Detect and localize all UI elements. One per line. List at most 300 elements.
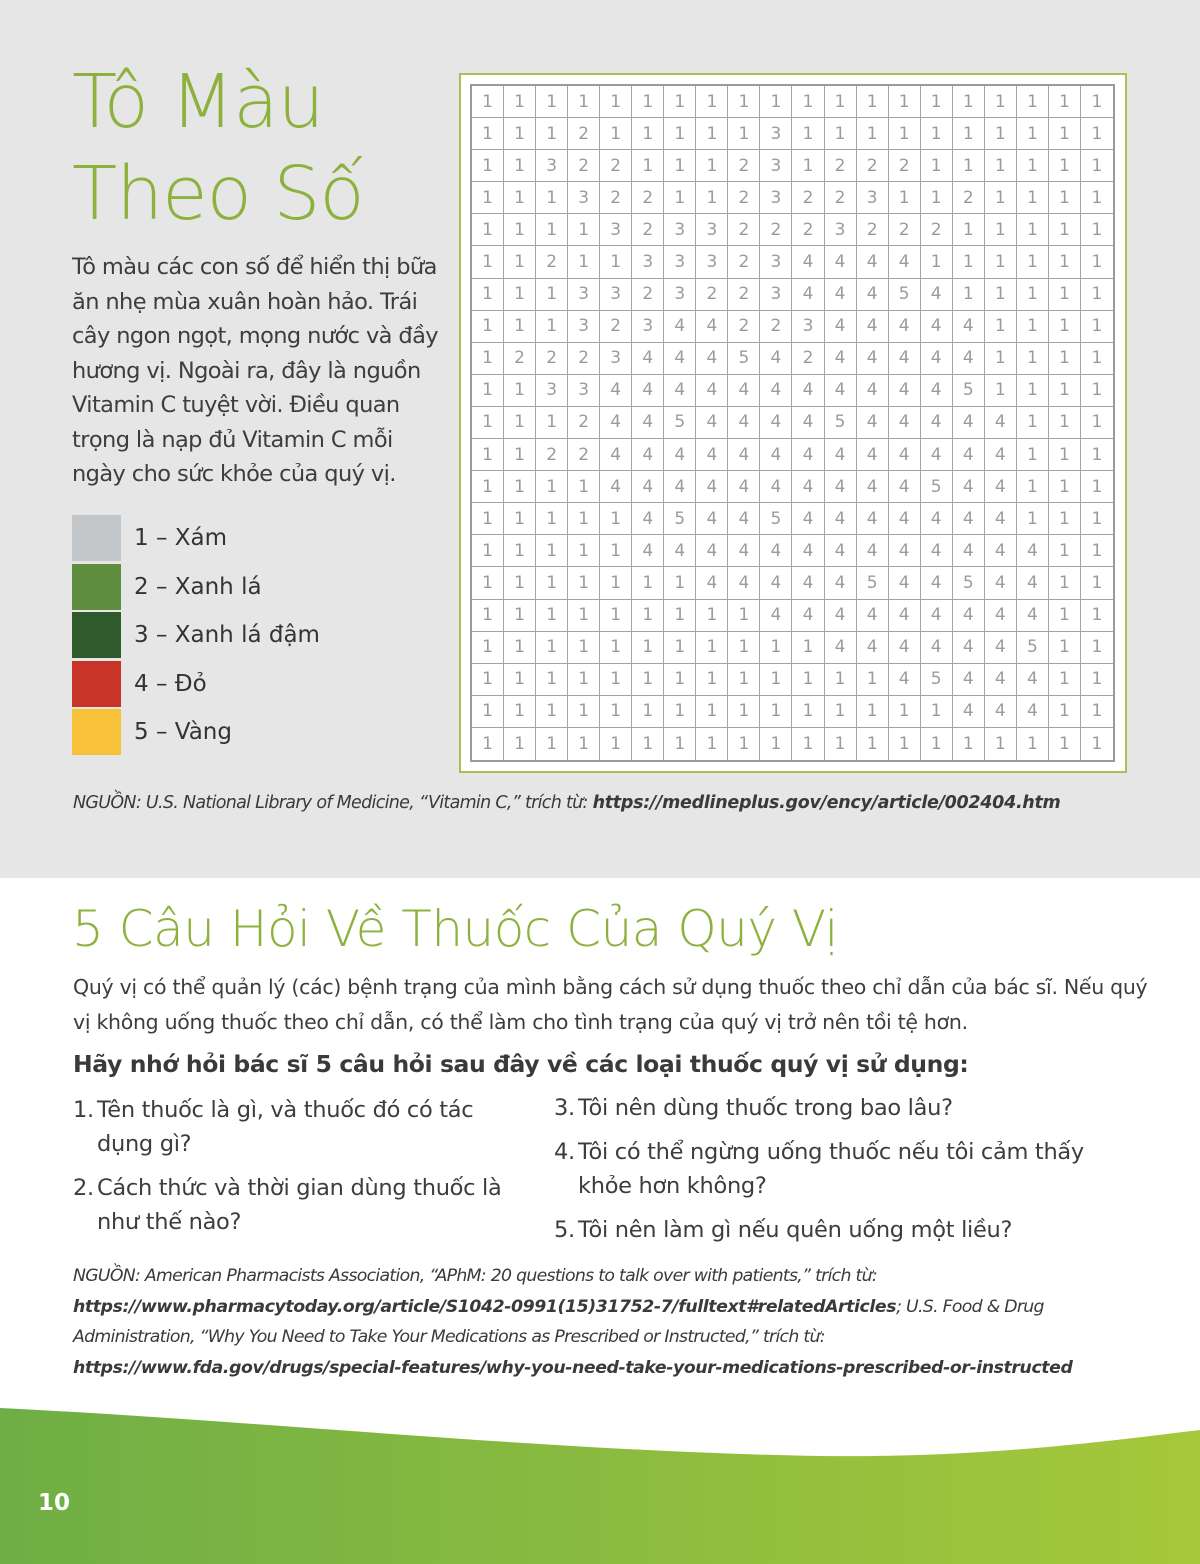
grid-cell[interactable]: 4	[760, 375, 792, 407]
grid-cell[interactable]: 1	[472, 86, 504, 118]
grid-cell[interactable]: 4	[921, 600, 953, 632]
grid-cell[interactable]: 3	[536, 375, 568, 407]
grid-cell[interactable]: 1	[504, 311, 536, 343]
grid-cell[interactable]: 1	[632, 664, 664, 696]
grid-cell[interactable]: 1	[600, 503, 632, 535]
grid-cell[interactable]: 1	[664, 696, 696, 728]
grid-cell[interactable]: 4	[889, 503, 921, 535]
grid-cell[interactable]: 1	[857, 664, 889, 696]
grid-cell[interactable]: 4	[953, 503, 985, 535]
grid-cell[interactable]: 1	[504, 214, 536, 246]
grid-cell[interactable]: 1	[600, 567, 632, 599]
grid-cell[interactable]: 2	[728, 150, 760, 182]
grid-cell[interactable]: 4	[857, 535, 889, 567]
grid-cell[interactable]: 1	[600, 86, 632, 118]
grid-cell[interactable]: 4	[953, 311, 985, 343]
coloring-source-link[interactable]: https://medlineplus.gov/ency/article/002404.htm	[592, 793, 1061, 813]
grid-cell[interactable]: 1	[1049, 246, 1081, 278]
grid-cell[interactable]: 4	[760, 600, 792, 632]
grid-cell[interactable]: 1	[1017, 246, 1049, 278]
grid-cell[interactable]: 1	[728, 696, 760, 728]
grid-cell[interactable]: 1	[728, 600, 760, 632]
grid-cell[interactable]: 1	[632, 600, 664, 632]
grid-cell[interactable]: 4	[953, 343, 985, 375]
grid-cell[interactable]: 1	[1049, 728, 1081, 760]
grid-cell[interactable]: 4	[857, 343, 889, 375]
questions-source-link2[interactable]: https://www.fda.gov/drugs/special-features/why-you-need-take-your-medications-prescribed-or-instructed	[73, 1357, 1073, 1378]
grid-cell[interactable]: 1	[568, 535, 600, 567]
grid-cell[interactable]: 4	[825, 503, 857, 535]
grid-cell[interactable]: 4	[760, 471, 792, 503]
grid-cell[interactable]: 3	[632, 246, 664, 278]
grid-cell[interactable]: 1	[696, 600, 728, 632]
grid-cell[interactable]: 4	[985, 600, 1017, 632]
grid-cell[interactable]: 1	[504, 728, 536, 760]
grid-cell[interactable]: 1	[857, 86, 889, 118]
grid-cell[interactable]: 1	[536, 664, 568, 696]
grid-cell[interactable]: 1	[536, 311, 568, 343]
grid-cell[interactable]: 1	[1049, 182, 1081, 214]
grid-cell[interactable]: 4	[889, 246, 921, 278]
grid-cell[interactable]: 4	[921, 311, 953, 343]
grid-cell[interactable]: 3	[568, 182, 600, 214]
grid-cell[interactable]: 2	[889, 150, 921, 182]
grid-cell[interactable]: 1	[472, 439, 504, 471]
grid-cell[interactable]: 1	[600, 535, 632, 567]
grid-cell[interactable]: 1	[985, 343, 1017, 375]
grid-cell[interactable]: 1	[921, 118, 953, 150]
grid-cell[interactable]: 4	[857, 375, 889, 407]
grid-cell[interactable]: 1	[792, 86, 824, 118]
grid-cell[interactable]: 1	[1049, 535, 1081, 567]
grid-cell[interactable]: 4	[857, 439, 889, 471]
grid-cell[interactable]: 2	[792, 343, 824, 375]
grid-cell[interactable]: 1	[1049, 632, 1081, 664]
grid-cell[interactable]: 1	[504, 664, 536, 696]
grid-cell[interactable]: 4	[889, 664, 921, 696]
grid-cell[interactable]: 1	[632, 632, 664, 664]
grid-cell[interactable]: 1	[1049, 118, 1081, 150]
grid-cell[interactable]: 1	[472, 728, 504, 760]
grid-cell[interactable]: 4	[953, 471, 985, 503]
grid-cell[interactable]: 1	[953, 86, 985, 118]
grid-cell[interactable]: 1	[985, 182, 1017, 214]
grid-cell[interactable]: 4	[857, 600, 889, 632]
grid-cell[interactable]: 4	[985, 664, 1017, 696]
grid-cell[interactable]: 1	[1017, 150, 1049, 182]
grid-cell[interactable]: 1	[600, 600, 632, 632]
grid-cell[interactable]: 4	[825, 279, 857, 311]
grid-cell[interactable]: 2	[728, 311, 760, 343]
grid-cell[interactable]: 1	[696, 150, 728, 182]
grid-cell[interactable]: 4	[632, 471, 664, 503]
grid-cell[interactable]: 4	[632, 407, 664, 439]
grid-cell[interactable]: 1	[728, 118, 760, 150]
grid-cell[interactable]: 1	[953, 279, 985, 311]
grid-cell[interactable]: 1	[728, 86, 760, 118]
grid-cell[interactable]: 1	[1049, 439, 1081, 471]
grid-cell[interactable]: 1	[1081, 664, 1113, 696]
grid-cell[interactable]: 1	[696, 728, 728, 760]
grid-cell[interactable]: 2	[568, 439, 600, 471]
grid-cell[interactable]: 1	[1081, 279, 1113, 311]
grid-cell[interactable]: 4	[889, 375, 921, 407]
grid-cell[interactable]: 1	[632, 728, 664, 760]
grid-cell[interactable]: 1	[1081, 182, 1113, 214]
grid-cell[interactable]: 1	[1081, 86, 1113, 118]
grid-cell[interactable]: 2	[921, 214, 953, 246]
grid-cell[interactable]: 4	[825, 246, 857, 278]
grid-cell[interactable]: 1	[504, 600, 536, 632]
grid-cell[interactable]: 4	[921, 503, 953, 535]
grid-cell[interactable]: 2	[536, 439, 568, 471]
grid-cell[interactable]: 4	[1017, 696, 1049, 728]
grid-cell[interactable]: 4	[632, 503, 664, 535]
grid-cell[interactable]: 1	[921, 86, 953, 118]
grid-cell[interactable]: 5	[921, 471, 953, 503]
grid-cell[interactable]: 1	[536, 118, 568, 150]
grid-cell[interactable]: 1	[664, 182, 696, 214]
grid-cell[interactable]: 1	[472, 279, 504, 311]
grid-cell[interactable]: 4	[664, 311, 696, 343]
grid-cell[interactable]: 4	[825, 471, 857, 503]
grid-cell[interactable]: 4	[696, 535, 728, 567]
grid-cell[interactable]: 1	[472, 503, 504, 535]
grid-cell[interactable]: 1	[504, 279, 536, 311]
grid-cell[interactable]: 1	[568, 471, 600, 503]
grid-cell[interactable]: 4	[985, 407, 1017, 439]
grid-cell[interactable]: 1	[472, 407, 504, 439]
grid-cell[interactable]: 1	[696, 664, 728, 696]
grid-cell[interactable]: 1	[728, 664, 760, 696]
grid-cell[interactable]: 2	[600, 150, 632, 182]
grid-cell[interactable]: 1	[985, 86, 1017, 118]
grid-cell[interactable]: 1	[504, 696, 536, 728]
grid-cell[interactable]: 4	[953, 696, 985, 728]
grid-cell[interactable]: 1	[953, 728, 985, 760]
grid-cell[interactable]: 1	[536, 503, 568, 535]
grid-cell[interactable]: 4	[857, 311, 889, 343]
grid-cell[interactable]: 2	[696, 279, 728, 311]
grid-cell[interactable]: 3	[857, 182, 889, 214]
grid-cell[interactable]: 3	[568, 279, 600, 311]
grid-cell[interactable]: 1	[504, 182, 536, 214]
grid-cell[interactable]: 2	[568, 343, 600, 375]
grid-cell[interactable]: 1	[1017, 375, 1049, 407]
grid-cell[interactable]: 4	[1017, 567, 1049, 599]
grid-cell[interactable]: 1	[536, 600, 568, 632]
grid-cell[interactable]: 1	[1081, 311, 1113, 343]
grid-cell[interactable]: 1	[600, 246, 632, 278]
grid-cell[interactable]: 1	[921, 182, 953, 214]
grid-cell[interactable]: 1	[632, 86, 664, 118]
grid-cell[interactable]: 1	[985, 118, 1017, 150]
grid-cell[interactable]: 1	[985, 375, 1017, 407]
grid-cell[interactable]: 4	[696, 567, 728, 599]
grid-cell[interactable]: 2	[600, 311, 632, 343]
grid-cell[interactable]: 3	[760, 279, 792, 311]
grid-cell[interactable]: 1	[600, 728, 632, 760]
grid-cell[interactable]: 1	[1081, 696, 1113, 728]
grid-cell[interactable]: 4	[792, 246, 824, 278]
grid-cell[interactable]: 4	[728, 567, 760, 599]
grid-cell[interactable]: 1	[792, 728, 824, 760]
grid-cell[interactable]: 1	[472, 182, 504, 214]
grid-cell[interactable]: 1	[1017, 343, 1049, 375]
grid-cell[interactable]: 1	[760, 632, 792, 664]
grid-cell[interactable]: 2	[568, 118, 600, 150]
grid-cell[interactable]: 4	[728, 535, 760, 567]
grid-cell[interactable]: 2	[632, 182, 664, 214]
grid-cell[interactable]: 2	[600, 182, 632, 214]
grid-cell[interactable]: 4	[664, 535, 696, 567]
grid-cell[interactable]: 1	[1049, 150, 1081, 182]
grid-cell[interactable]: 4	[760, 439, 792, 471]
grid-cell[interactable]: 1	[536, 182, 568, 214]
grid-cell[interactable]: 1	[1017, 439, 1049, 471]
grid-cell[interactable]: 1	[728, 632, 760, 664]
grid-cell[interactable]: 4	[792, 279, 824, 311]
grid-cell[interactable]: 4	[857, 632, 889, 664]
grid-cell[interactable]: 1	[1017, 407, 1049, 439]
grid-cell[interactable]: 2	[953, 182, 985, 214]
grid-cell[interactable]: 1	[760, 728, 792, 760]
grid-cell[interactable]: 1	[857, 118, 889, 150]
grid-cell[interactable]: 2	[536, 246, 568, 278]
grid-cell[interactable]: 1	[760, 664, 792, 696]
grid-cell[interactable]: 4	[696, 311, 728, 343]
grid-cell[interactable]: 4	[985, 471, 1017, 503]
grid-cell[interactable]: 1	[504, 86, 536, 118]
grid-cell[interactable]: 1	[760, 86, 792, 118]
grid-cell[interactable]: 1	[600, 118, 632, 150]
grid-cell[interactable]: 4	[1017, 664, 1049, 696]
grid-cell[interactable]: 1	[664, 118, 696, 150]
grid-cell[interactable]: 1	[504, 471, 536, 503]
grid-cell[interactable]: 2	[825, 150, 857, 182]
grid-cell[interactable]: 5	[953, 375, 985, 407]
grid-cell[interactable]: 1	[825, 728, 857, 760]
grid-cell[interactable]: 4	[792, 375, 824, 407]
grid-cell[interactable]: 1	[1081, 600, 1113, 632]
grid-cell[interactable]: 1	[985, 150, 1017, 182]
grid-cell[interactable]: 4	[825, 439, 857, 471]
grid-cell[interactable]: 3	[664, 279, 696, 311]
grid-cell[interactable]: 1	[1081, 343, 1113, 375]
grid-cell[interactable]: 1	[504, 375, 536, 407]
grid-cell[interactable]: 1	[1081, 246, 1113, 278]
grid-cell[interactable]: 1	[504, 567, 536, 599]
grid-cell[interactable]: 1	[1017, 503, 1049, 535]
grid-cell[interactable]: 3	[760, 118, 792, 150]
grid-cell[interactable]: 1	[504, 632, 536, 664]
grid-cell[interactable]: 1	[889, 118, 921, 150]
grid-cell[interactable]: 5	[857, 567, 889, 599]
grid-cell[interactable]: 1	[536, 86, 568, 118]
grid-cell[interactable]: 5	[728, 343, 760, 375]
grid-cell[interactable]: 1	[1049, 503, 1081, 535]
grid-cell[interactable]: 4	[857, 246, 889, 278]
grid-cell[interactable]: 1	[1091, 733, 1103, 754]
grid-cell[interactable]: 2	[857, 150, 889, 182]
grid-cell[interactable]: 1	[1017, 86, 1049, 118]
grid-cell[interactable]: 3	[760, 150, 792, 182]
grid-cell[interactable]: 1	[472, 214, 504, 246]
grid-cell[interactable]: 1	[1017, 471, 1049, 503]
grid-cell[interactable]: 4	[985, 632, 1017, 664]
grid-cell[interactable]: 1	[632, 118, 664, 150]
grid-cell[interactable]: 1	[536, 696, 568, 728]
grid-cell[interactable]: 4	[921, 279, 953, 311]
grid-cell[interactable]: 1	[1049, 214, 1081, 246]
grid-cell[interactable]: 4	[696, 503, 728, 535]
grid-cell[interactable]: 1	[568, 696, 600, 728]
grid-cell[interactable]: 1	[472, 246, 504, 278]
grid-cell[interactable]: 1	[568, 600, 600, 632]
grid-cell[interactable]: 5	[825, 407, 857, 439]
grid-cell[interactable]: 4	[632, 439, 664, 471]
grid-cell[interactable]: 1	[504, 246, 536, 278]
grid-cell[interactable]: 2	[632, 279, 664, 311]
grid-cell[interactable]: 4	[792, 503, 824, 535]
grid-cell[interactable]: 4	[1017, 600, 1049, 632]
grid-cell[interactable]: 1	[953, 118, 985, 150]
grid-cell[interactable]: 4	[792, 471, 824, 503]
grid-cell[interactable]: 1	[1017, 214, 1049, 246]
grid-cell[interactable]: 4	[1017, 535, 1049, 567]
grid-cell[interactable]: 1	[1049, 311, 1081, 343]
grid-cell[interactable]: 4	[889, 567, 921, 599]
grid-cell[interactable]: 4	[825, 343, 857, 375]
grid-cell[interactable]: 1	[1049, 696, 1081, 728]
grid-cell[interactable]: 5	[1017, 632, 1049, 664]
grid-cell[interactable]: 1	[536, 407, 568, 439]
grid-cell[interactable]: 4	[889, 439, 921, 471]
grid-cell[interactable]: 1	[536, 535, 568, 567]
grid-cell[interactable]: 1	[953, 214, 985, 246]
grid-cell[interactable]: 4	[792, 439, 824, 471]
grid-cell[interactable]: 5	[664, 503, 696, 535]
grid-cell[interactable]: 1	[632, 696, 664, 728]
grid-cell[interactable]: 1	[792, 150, 824, 182]
grid-cell[interactable]: 1	[600, 632, 632, 664]
grid-cell[interactable]: 1	[472, 567, 504, 599]
grid-cell[interactable]: 3	[568, 375, 600, 407]
grid-cell[interactable]: 3	[600, 214, 632, 246]
grid-cell[interactable]: 1	[696, 182, 728, 214]
grid-cell[interactable]: 1	[568, 214, 600, 246]
grid-cell[interactable]: 2	[825, 182, 857, 214]
grid-cell[interactable]: 5	[664, 407, 696, 439]
grid-cell[interactable]: 4	[696, 375, 728, 407]
grid-cell[interactable]: 3	[600, 343, 632, 375]
grid-cell[interactable]: 1	[985, 214, 1017, 246]
grid-cell[interactable]: 4	[728, 439, 760, 471]
grid-cell[interactable]: 4	[889, 343, 921, 375]
grid-cell[interactable]: 1	[696, 118, 728, 150]
grid-cell[interactable]: 4	[792, 535, 824, 567]
grid-cell[interactable]: 1	[1081, 150, 1113, 182]
grid-cell[interactable]: 4	[825, 632, 857, 664]
grid-cell[interactable]: 2	[504, 343, 536, 375]
grid-cell[interactable]: 4	[664, 375, 696, 407]
grid-cell[interactable]: 1	[472, 664, 504, 696]
grid-cell[interactable]: 1	[504, 535, 536, 567]
grid-cell[interactable]: 1	[985, 246, 1017, 278]
grid-cell[interactable]: 4	[921, 567, 953, 599]
grid-cell[interactable]: 4	[889, 471, 921, 503]
grid-cell[interactable]: 1	[504, 150, 536, 182]
grid-cell[interactable]: 1	[1081, 375, 1113, 407]
grid-cell[interactable]: 4	[825, 567, 857, 599]
grid-cell[interactable]: 2	[792, 182, 824, 214]
grid-cell[interactable]: 1	[792, 696, 824, 728]
grid-cell[interactable]: 1	[1049, 343, 1081, 375]
grid-cell[interactable]: 4	[921, 343, 953, 375]
grid-cell[interactable]: 3	[600, 279, 632, 311]
grid-cell[interactable]: 1	[1081, 471, 1113, 503]
grid-cell[interactable]: 4	[600, 407, 632, 439]
grid-cell[interactable]: 1	[472, 535, 504, 567]
grid-cell[interactable]: 3	[792, 311, 824, 343]
grid-cell[interactable]: 1	[472, 600, 504, 632]
grid-cell[interactable]: 4	[600, 471, 632, 503]
grid-cell[interactable]: 4	[664, 343, 696, 375]
grid-cell[interactable]: 2	[536, 343, 568, 375]
grid-cell[interactable]: 1	[472, 375, 504, 407]
grid-cell[interactable]: 4	[760, 343, 792, 375]
grid-cell[interactable]: 1	[1081, 503, 1113, 535]
grid-cell[interactable]: 1	[504, 503, 536, 535]
grid-cell[interactable]: 4	[921, 632, 953, 664]
grid-cell[interactable]: 1	[760, 696, 792, 728]
grid-cell[interactable]: 1	[472, 696, 504, 728]
grid-cell[interactable]: 4	[921, 535, 953, 567]
grid-cell[interactable]: 4	[632, 343, 664, 375]
grid-cell[interactable]: 1	[857, 696, 889, 728]
grid-cell[interactable]: 1	[536, 567, 568, 599]
grid-cell[interactable]: 2	[568, 150, 600, 182]
grid-cell[interactable]: 4	[696, 343, 728, 375]
grid-cell[interactable]: 1	[889, 696, 921, 728]
grid-cell[interactable]: 1	[664, 150, 696, 182]
grid-cell[interactable]: 1	[472, 343, 504, 375]
grid-cell[interactable]: 1	[1081, 407, 1113, 439]
grid-cell[interactable]: 4	[792, 407, 824, 439]
grid-cell[interactable]: 1	[921, 696, 953, 728]
grid-cell[interactable]: 1	[568, 664, 600, 696]
grid-cell[interactable]: 4	[857, 471, 889, 503]
grid-cell[interactable]: 1	[1017, 118, 1049, 150]
grid-cell[interactable]: 1	[632, 567, 664, 599]
grid-cell[interactable]: 1	[792, 664, 824, 696]
grid-cell[interactable]: 1	[536, 471, 568, 503]
grid-cell[interactable]: 2	[632, 214, 664, 246]
grid-cell[interactable]: 1	[568, 632, 600, 664]
grid-cell[interactable]: 4	[953, 632, 985, 664]
grid-cell[interactable]: 1	[568, 246, 600, 278]
grid-cell[interactable]: 4	[985, 503, 1017, 535]
grid-cell[interactable]: 4	[889, 632, 921, 664]
grid-cell[interactable]: 4	[889, 535, 921, 567]
grid-cell[interactable]: 1	[472, 471, 504, 503]
grid-cell[interactable]: 1	[536, 728, 568, 760]
grid-cell[interactable]: 4	[857, 503, 889, 535]
grid-cell[interactable]: 4	[985, 439, 1017, 471]
grid-cell[interactable]: 4	[600, 439, 632, 471]
grid-cell[interactable]: 1	[504, 439, 536, 471]
grid-cell[interactable]: 3	[632, 311, 664, 343]
